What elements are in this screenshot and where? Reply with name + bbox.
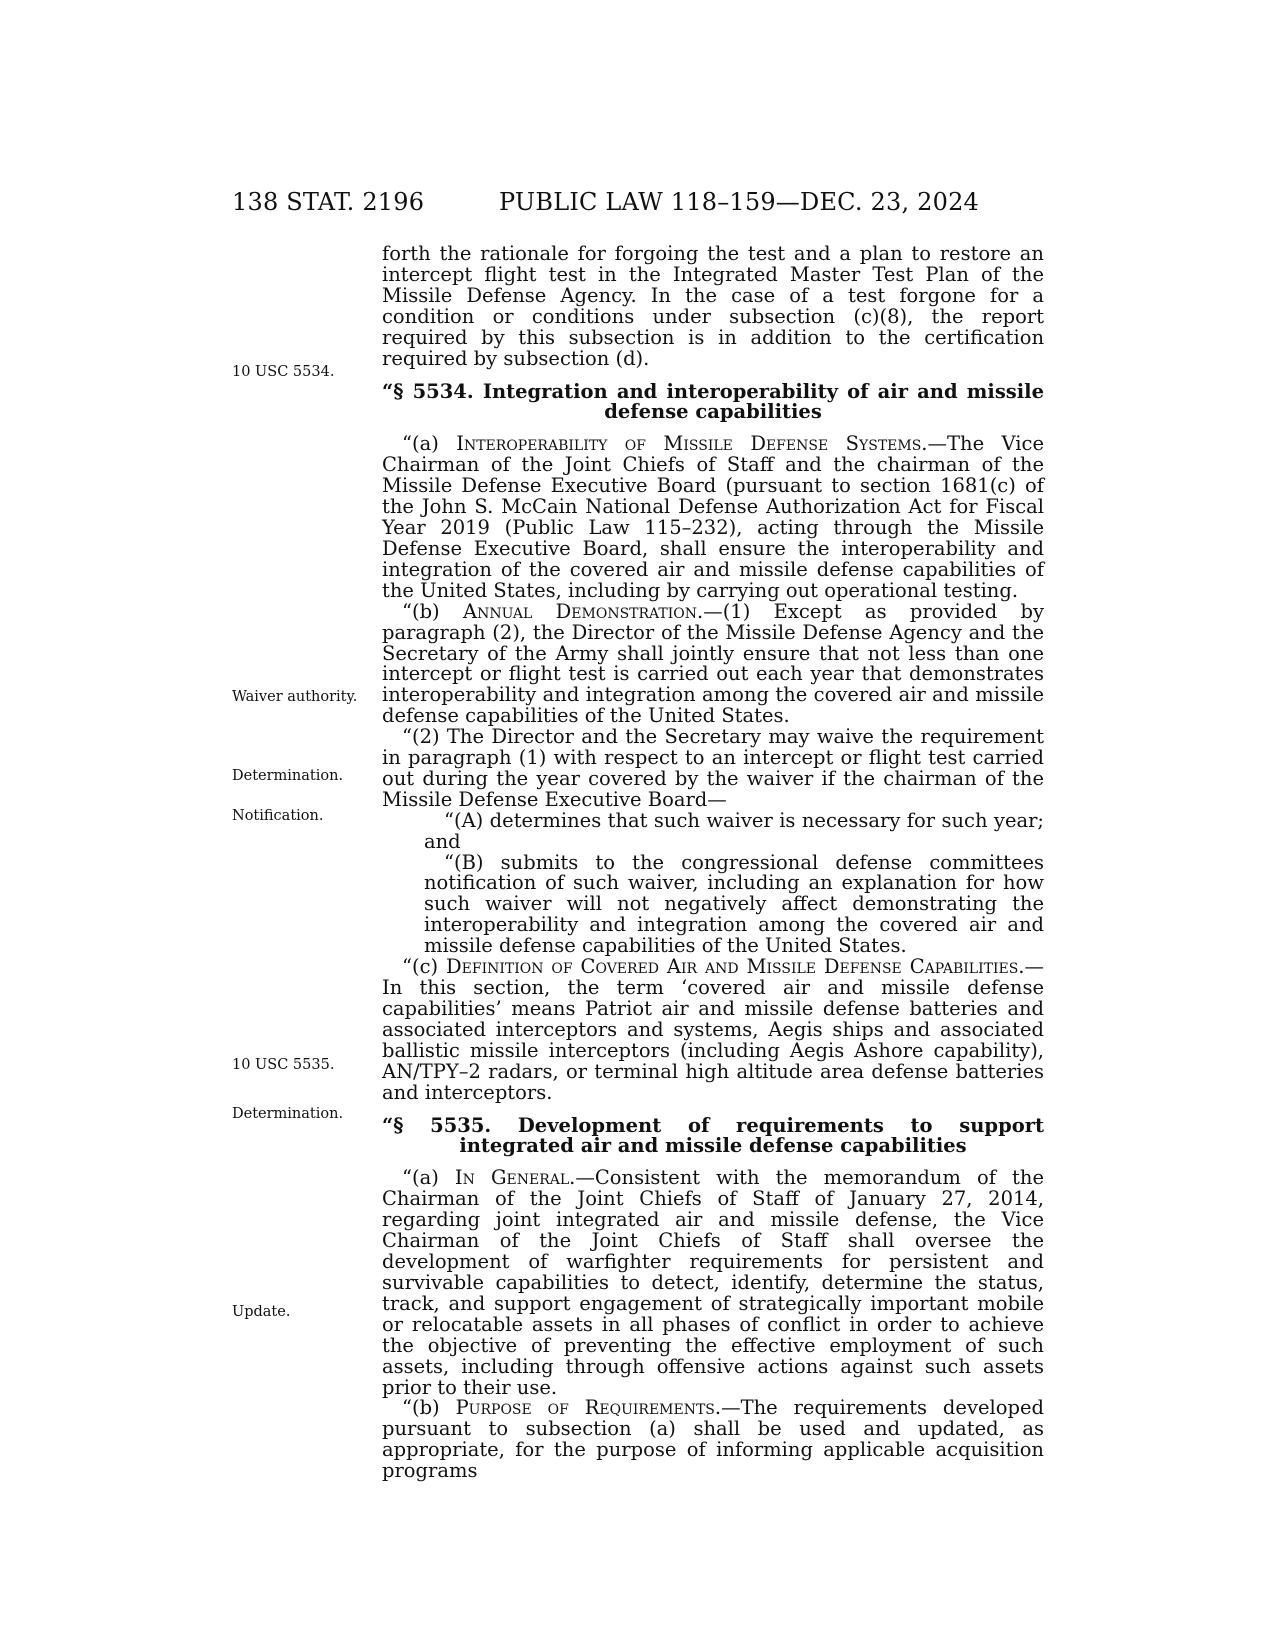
subsection-5534-a: “(a) Interoperability of Missile Defense Systems.—The Vice Chairman of the Joint Chiefs of Staff and the chairman of the Missile Defense Executive Board (pursuant to section 1681(c) of the John S. McCain National Defense Authorization Act for Fiscal Year 2019 (Public Law 115–232), acting through the Missile Defense Executive Board, shall ensure the interoperability and integration of the covered air and missile defense capabilities of the United States, including by carrying out operational testing.: [382, 432, 1044, 602]
subsection-title: Purpose of Requirements.: [455, 1396, 722, 1420]
margin-note-usc-5534: 10 USC 5534.: [232, 364, 335, 380]
subparagraph-5534-b2-A: “(A) determines that such waiver is necessary for such year; and: [424, 808, 1044, 853]
subsection-5535-b: “(b) Purpose of Requirements.—The requirements developed pursuant to subsection (a) shall be used and updated, as appropriate, for the purpose of informing applicable acquisition programs: [382, 1396, 1044, 1483]
margin-note-determination: Determination.: [232, 768, 344, 784]
margin-note-determination: Determination.: [232, 1106, 344, 1122]
margin-note-waiver-authority: Waiver authority.: [232, 689, 358, 705]
section-5534-heading: “§ 5534. Integration and interoperability of air and missile defense capabilities: [382, 380, 1044, 424]
page-stat-reference: 138 STAT. 2196: [232, 188, 425, 216]
subsection-title: Annual Demonstration.: [462, 599, 704, 623]
subsection-title: Interoperability of Missile Defense Systems.: [456, 432, 928, 456]
main-text-column: [382, 244, 1044, 1482]
intro-paragraph: forth the rationale for forgoing the test and a plan to restore an intercept flight test in the Integrated Master Test Plan of the Missile Defense Agency. In the case of a test forgone for a condition or conditions under subsection (c)(8), the report required by this subsection is in addition to the certification required by subsection (d).: [382, 242, 1044, 370]
subparagraph-5534-b2-B: “(B) submits to the congressional defense committees notification of such waiver, including an explanation for how such waiver will not negatively affect demonstrating the interoperability and integration among the covered air and missile defense capabilities of the United States.: [424, 850, 1044, 958]
section-5535-heading: “§ 5535. Development of requirements to support integrated air and missile defense capabilities: [382, 1114, 1044, 1158]
subsection-title: Definition of Covered Air and Missile Defense Capabilities.: [446, 955, 1025, 979]
margin-note-update: Update.: [232, 1304, 291, 1320]
subsection-title: In General.: [454, 1166, 576, 1190]
subsection-5535-a: “(a) In General.—Consistent with the memorandum of the Chairman of the Joint Chiefs of Staff of January 27, 2014, regarding joint integrated air and missile defense, the Vice Chairman of the Joint Chiefs of Staff shall oversee the development of warfighter requirements for persistent and survivable capabilities to detect, identify, determine the status, track, and support engagement of strategically important mobile or relocatable assets in all phases of conflict in order to achieve the objective of preventing the effective employment of such assets, including through offensive actions against such assets prior to their use.: [382, 1166, 1044, 1399]
margin-note-usc-5535: 10 USC 5535.: [232, 1057, 335, 1073]
page-law-title: PUBLIC LAW 118–159—DEC. 23, 2024: [499, 188, 980, 216]
margin-note-notification: Notification.: [232, 808, 324, 824]
paragraph-5534-b2: “(2) The Director and the Secretary may waive the requirement in paragraph (1) with respect to an intercept or flight test carried out during the year covered by the waiver if the chairman of the Missile Defense Executive Board—: [382, 725, 1044, 811]
subsection-5534-c: “(c) Definition of Covered Air and Missile Defense Capabilities.—In this section, the term ‘covered air and missile defense capabilities’ means Patriot air and missile defense batteries and associated interceptors and systems, Aegis ships and associated ballistic missile interceptors (including Aegis Ashore capability), AN/TPY–2 radars, or terminal high altitude area defense batteries and interceptors.: [382, 955, 1044, 1104]
subsection-5534-b: “(b) Annual Demonstration.—(1) Except as provided by paragraph (2), the Director of the Missile Defense Agency and the Secretary of the Army shall jointly ensure that not less than one intercept or flight test is carried out each year that demonstrates interoperability and integration among the covered air and missile defense capabilities of the United States.: [382, 599, 1044, 728]
